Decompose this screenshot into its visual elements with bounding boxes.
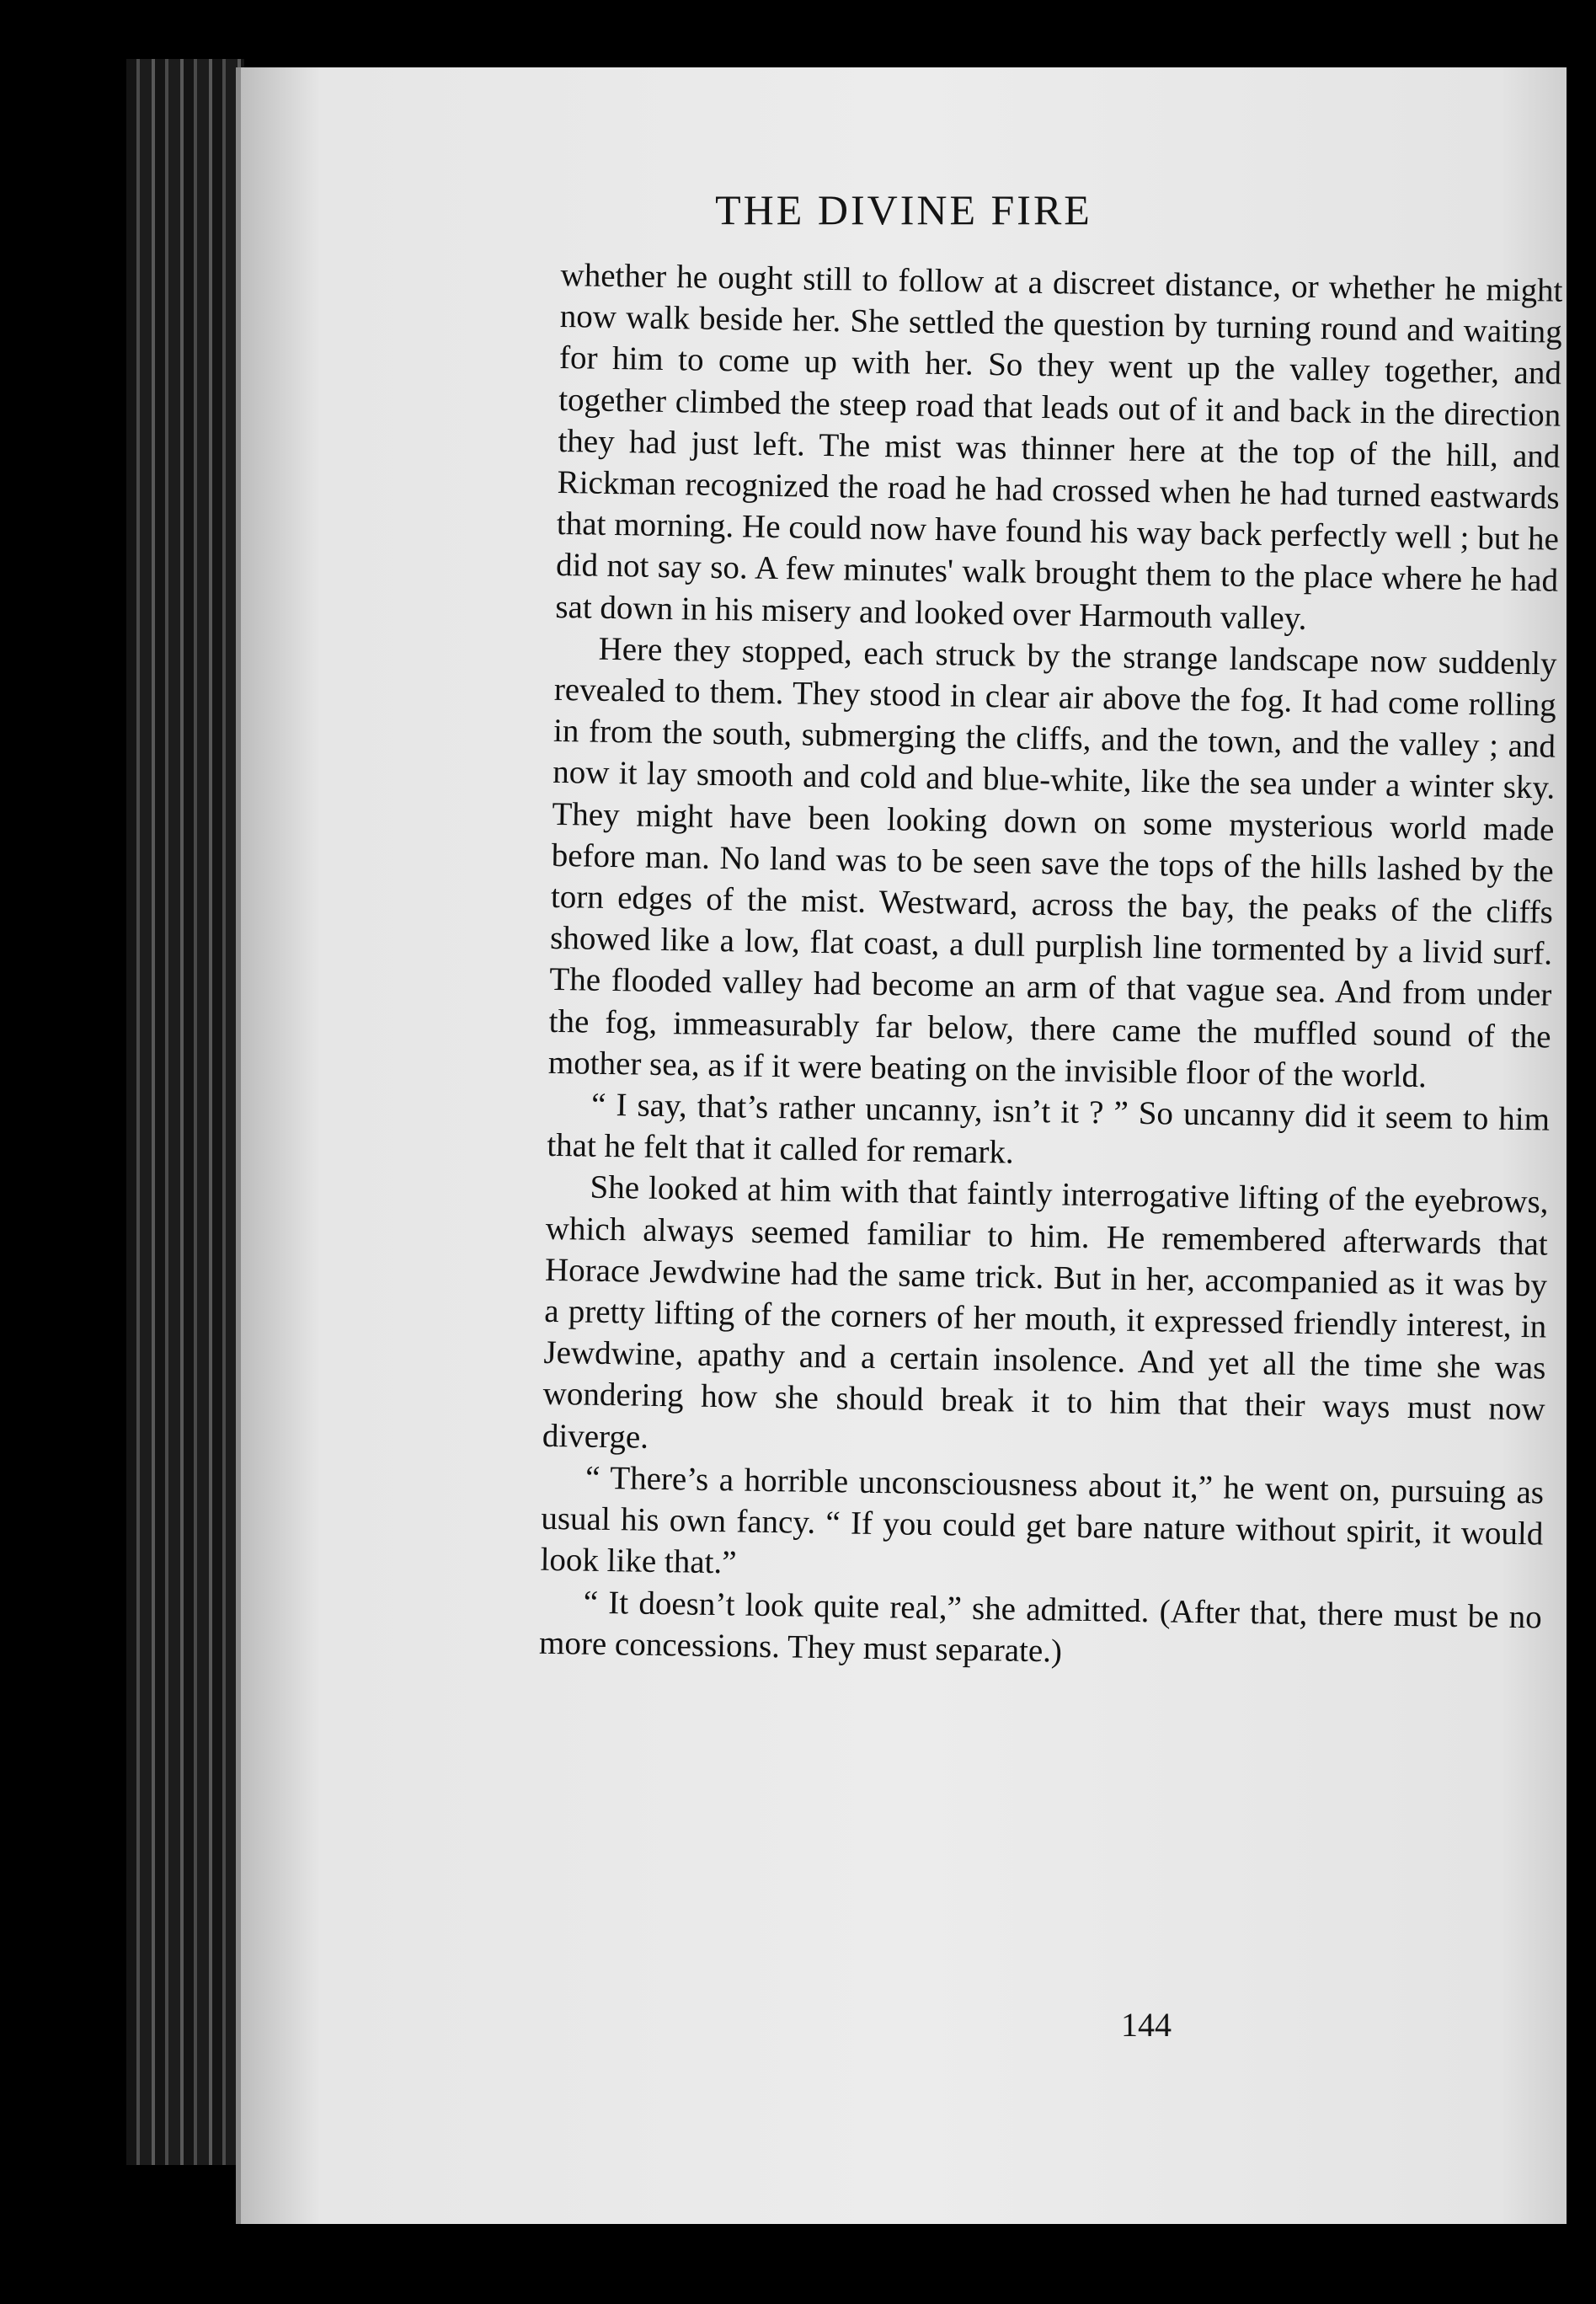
book-scan — [126, 51, 1596, 2291]
book-page — [236, 67, 1567, 2224]
paragraph-6: “ It doesn’t look quite real,” she admitted. (After that, there must be no more concessions. They must separate.) — [538, 1584, 1543, 1670]
paragraph-3: “ I say, that’s rather uncanny, isn’t it ? ” So uncanny did it seem to him that he felt that it called for remark. — [547, 1086, 1551, 1171]
running-title: THE DIVINE FIRE — [715, 186, 1092, 233]
paragraph-1: whether he ought still to follow at a discreet distance, or whether he might now walk beside her. She settled the question by turning round and waiting for him to come up with her. So they went up the valley together, and together climbed the steep road that leads out of it and back in the direction they had just left. The mist was thinner here at the top of the hill, and Rickman recognized the road he had crossed when he had turned eastwards that morning. He could now have found his way back perfectly well ; but he did not say so. A few minutes' walk brought them to the place where he had sat down in his misery and looked over Harmouth valley. — [555, 256, 1563, 637]
page-edges — [126, 59, 244, 2165]
body-text — [539, 254, 1563, 1679]
page-number: 144 — [1121, 2006, 1172, 2044]
paragraph-2: Here they stopped, each struck by the strange landscape now suddenly revealed to them. They stood in clear air above the fog. It had come rolling in from the south, submerging the cliffs, and the town, and the valley ; and now it lay smooth and cold and blue-white, like the sea under a winter sky. They might have been looking down on some mysterious world made before man. No land was to be seen save the tops of the hills lashed by the torn edges of the mist. Westward, across the bay, the peaks of the cliffs showed like a low, flat coast, a dull purplish line tormented by a livid surf. The flooded valley had become an arm of that vague sea. And from under the fog, immeasurably far below, there came the muffled sound of the mother sea, as if it were beating on the invisible floor of the world. — [547, 630, 1557, 1095]
paragraph-4: She looked at him with that faintly interrogative lifting of the eyebrows, which always seemed familiar to him. He remembered afterwards that Horace Jewdwine had the same trick. But in her, accompanied as it was by a pretty lifting of the corners of her mouth, it expressed friendly interest, in Jewdwine, apathy and a certain insolence. And yet all the time she was wondering how she should break it to him that their ways must now diverge. — [542, 1169, 1549, 1456]
paragraph-5: “ There’s a horrible unconsciousness about it,” he went on, pursuing as usual his own fancy. “ If you could get bare nature without spirit, it would look like that.” — [540, 1459, 1545, 1581]
